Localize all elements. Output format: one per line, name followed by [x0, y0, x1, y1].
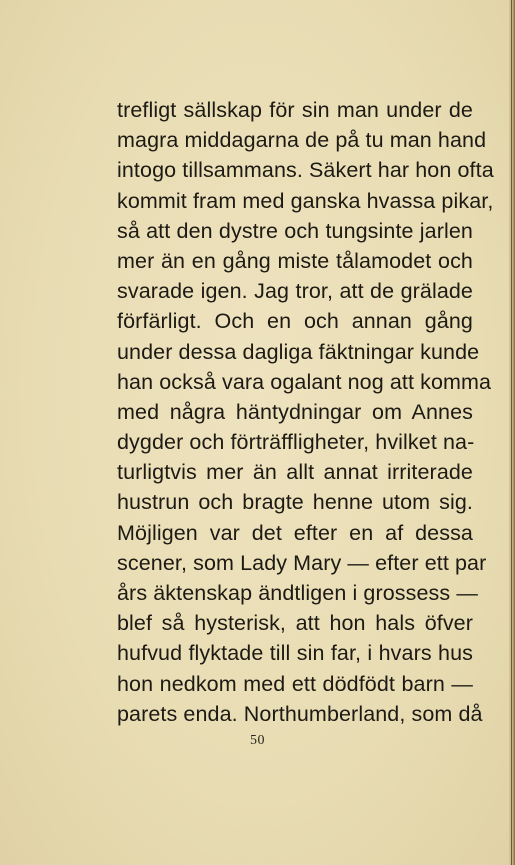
text-line: magra middagarna de på tu man hand	[117, 128, 487, 153]
text-line: trefligt sällskap för sin man under de	[117, 98, 473, 122]
text-line: Möjligen var det efter en af dessa	[117, 520, 473, 545]
text-line: dygder och förträffligheter, hvilket na-	[117, 430, 475, 455]
body-text	[117, 95, 494, 729]
text-line: blef så hysterisk, att hon hals öfver	[117, 611, 473, 636]
text-line: intogo tillsammans. Säkert har hon ofta	[117, 158, 494, 183]
text-line: mer än en gång miste tålamodet och	[117, 248, 473, 273]
page-number: 50	[250, 733, 265, 748]
page-edge	[509, 0, 515, 865]
text-line: under dessa dagliga fäktningar kunde	[117, 339, 480, 364]
text-line: scener, som Lady Mary — efter ett par	[117, 550, 487, 575]
text-line: kommit fram med ganska hvassa pikar,	[117, 188, 494, 213]
page-edge-shadow	[511, 0, 512, 865]
text-line: hustrun och bragte henne utom sig.	[117, 490, 473, 515]
text-line: svarade igen. Jag tror, att de grälade	[117, 279, 473, 304]
text-line: parets enda. Northumberland, som då	[117, 701, 483, 726]
text-line: hon nedkom med ett dödfödt barn —	[117, 671, 473, 696]
text-line: med några häntydningar om Annes	[117, 399, 473, 424]
text-line: förfärligt. Och en och annan gång	[117, 309, 473, 334]
text-line: turligtvis mer än allt annat irriterade	[117, 460, 473, 485]
text-line: hufvud flyktade till sin far, i hvars hus	[117, 641, 473, 666]
text-line: han också vara ogalant nog att komma	[117, 369, 492, 394]
text-line: års äktenskap ändtligen i grossess —	[117, 581, 478, 605]
text-line: så att den dystre och tungsinte jarlen	[117, 218, 473, 243]
